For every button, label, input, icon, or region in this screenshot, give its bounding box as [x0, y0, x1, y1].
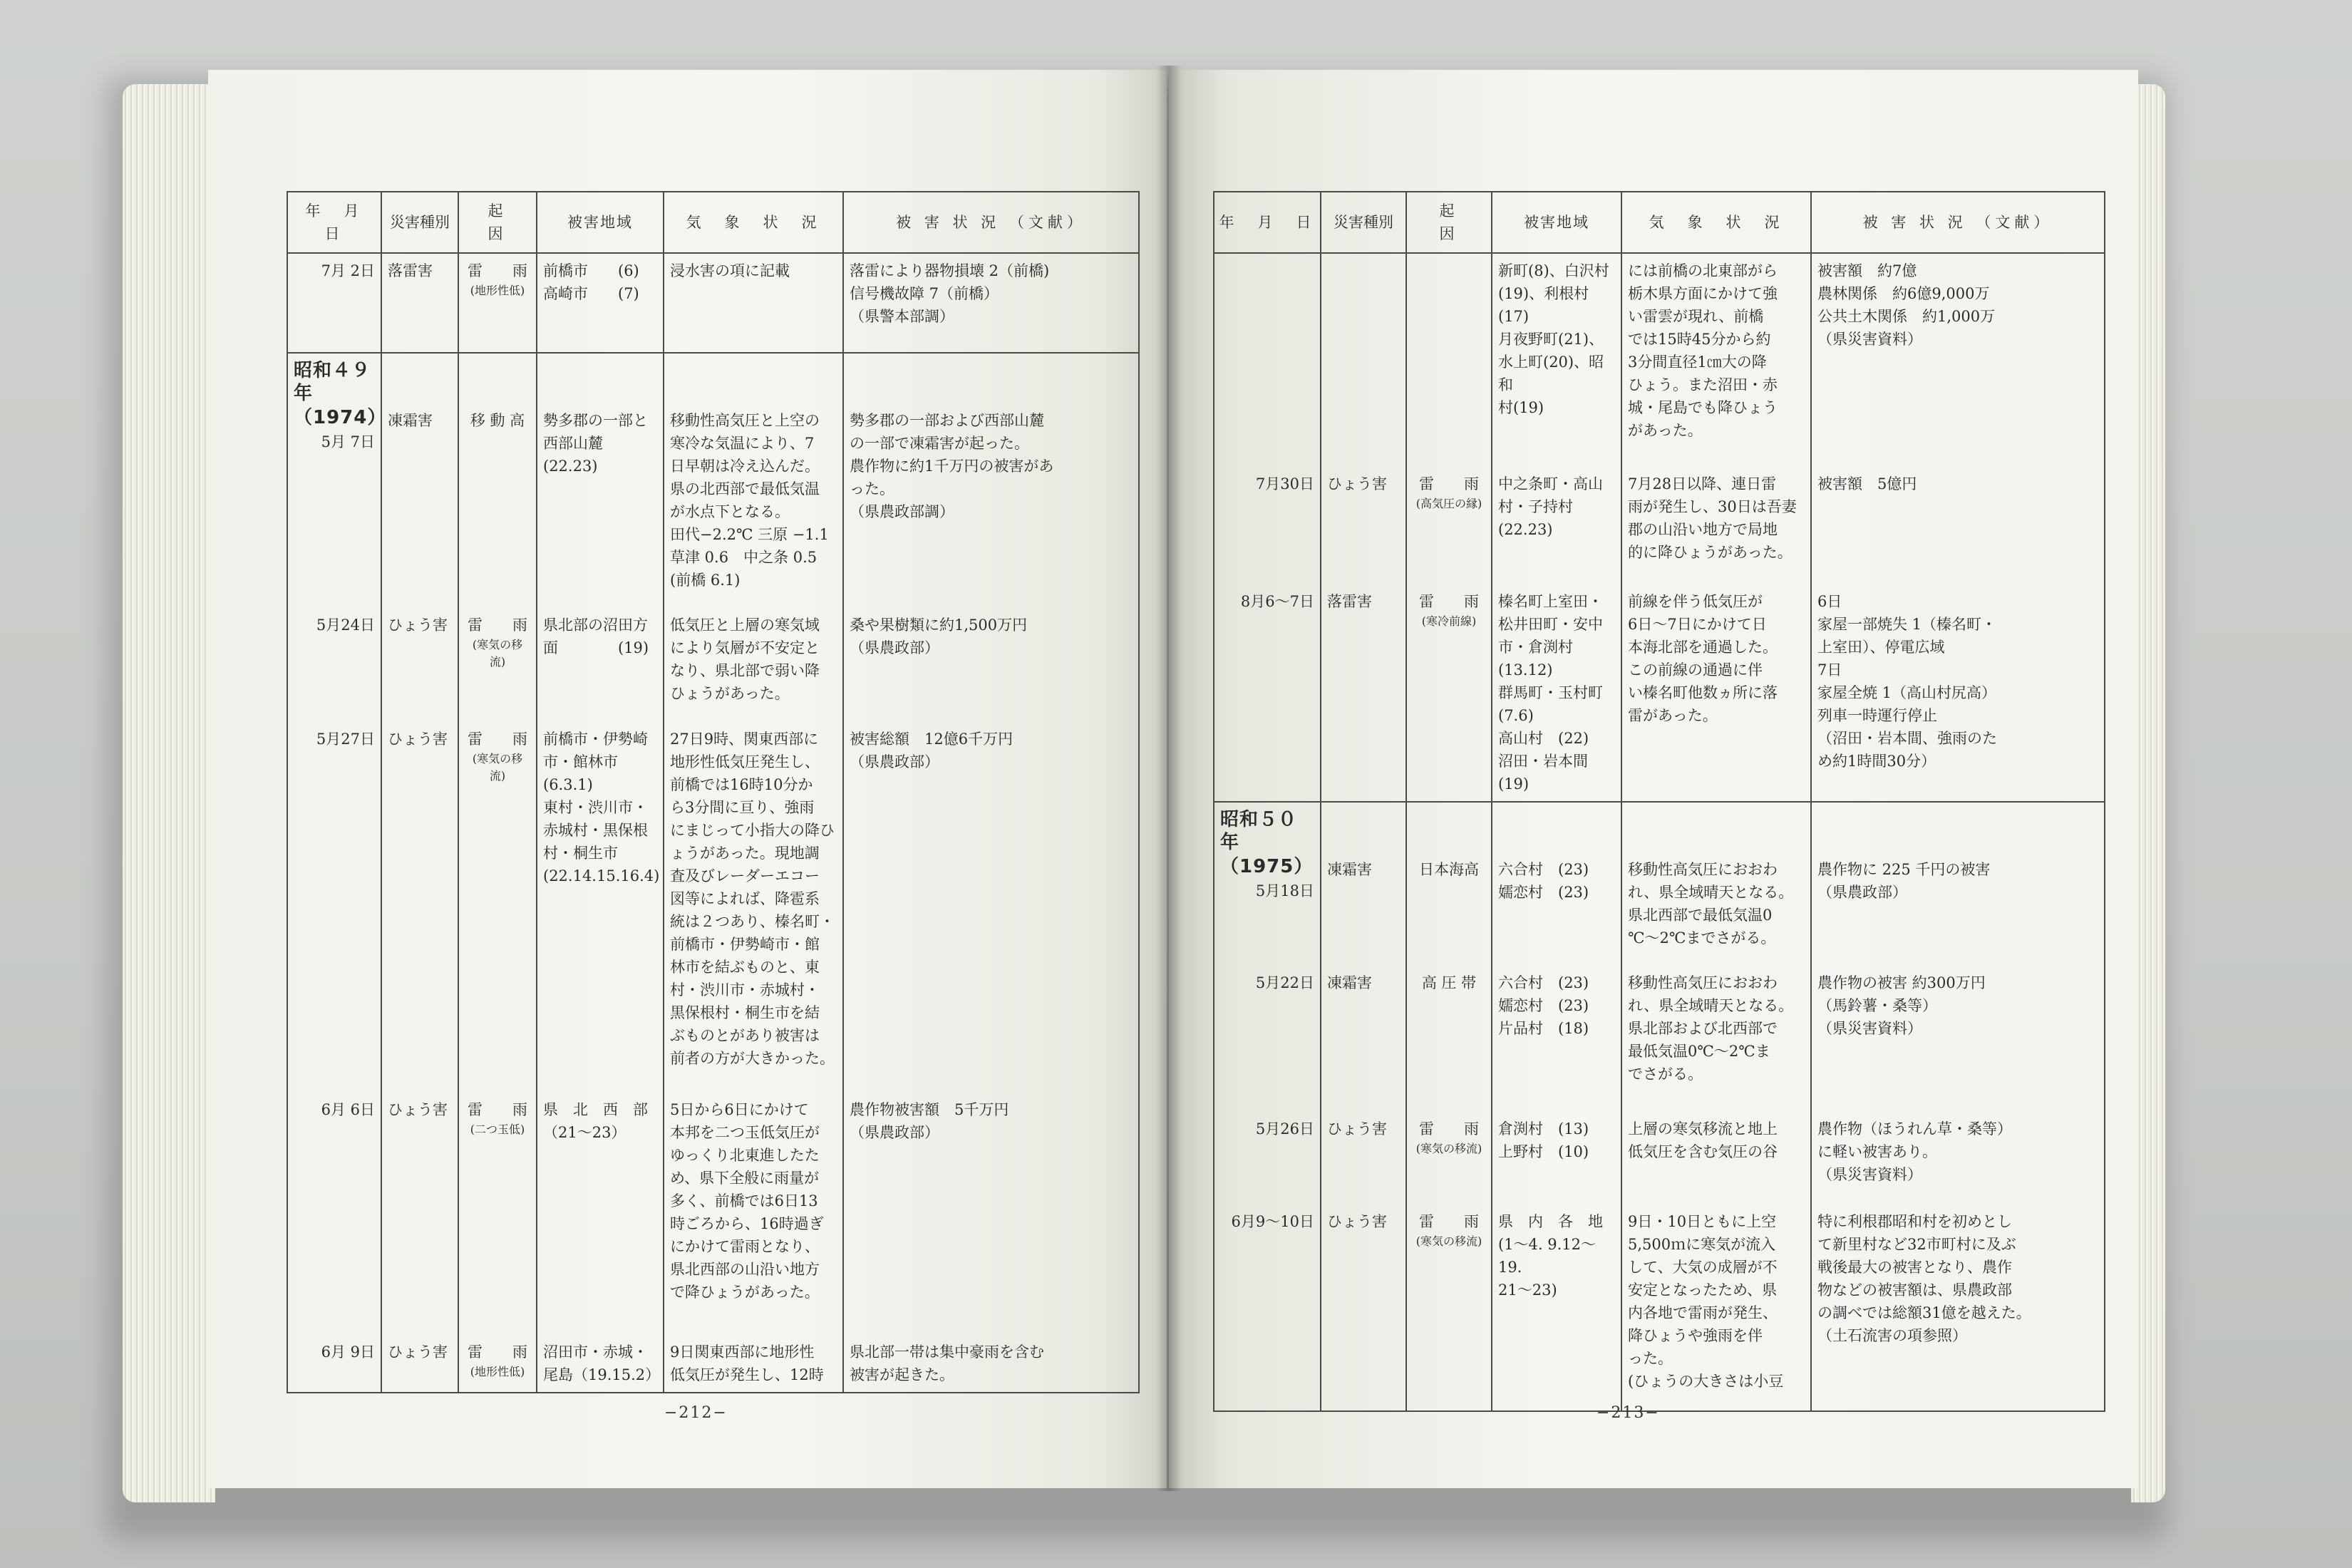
row-damage: 被害額 5億円	[1811, 467, 2105, 584]
row-weather: 低気圧と上層の寒気域 により気層が不安定と なり、県北部で弱い降 ひょうがあった。	[664, 608, 843, 722]
table-row	[1214, 802, 2105, 966]
row-cause: 雷 雨	[468, 1343, 527, 1361]
row-damage: 桑や果樹類に約1,500万円 （県農政部）	[843, 608, 1139, 722]
table-row	[1214, 467, 2105, 584]
row-area: 中之条町・高山 村・子持村 (22.23)	[1492, 467, 1621, 584]
row-cause-sub: (寒気の移流)	[1415, 1234, 1482, 1248]
header-cause: 起 因	[458, 192, 537, 253]
row-damage: 落雷により器物損壊 2（前橋) 信号機故障 7（前橋） （県警本部調）	[843, 253, 1139, 353]
row-type: ひょう害	[1321, 467, 1406, 584]
row-type: 落雷害	[381, 253, 458, 353]
year-label: 昭和５０年	[1220, 809, 1298, 853]
row-weather: 浸水害の項に記載	[664, 253, 843, 353]
row-date: 5月26日	[1255, 1120, 1314, 1138]
row-cause: 雷 雨	[1419, 593, 1479, 610]
row-damage: 被害総額 12億6千万円 （県農政部）	[843, 722, 1139, 1093]
header-weather: 気 象 状 況	[664, 192, 843, 253]
year-ad-label: （1974）	[294, 407, 387, 428]
row-damage: 6日 家屋一部焼失 1（榛名町・ 上室田）、停電広域 7日 家屋全焼 1（高山村尻高） 列車一時運行停止 （沼田・岩本間、強雨のた め約1時間30分）	[1811, 584, 2105, 802]
header-damage: 被 害 状 況 （文献）	[1811, 192, 2105, 253]
row-date: 5月18日	[1255, 882, 1314, 899]
row-cause: 雷 雨	[468, 1101, 527, 1118]
row-weather: 9日・10日ともに上空 5,500ｍに寒気が流入 して、大気の成層が不 安定となったため、県 内各地で雷雨が発生、 降ひょうや強雨を伴 った。 (ひょうの大きさは小豆	[1621, 1205, 1811, 1411]
table-row	[287, 253, 1139, 353]
header-area: 被害地域	[1492, 192, 1621, 253]
header-type: 災害種別	[1321, 192, 1406, 253]
row-type: ひょう害	[381, 722, 458, 1093]
table-row	[287, 1093, 1139, 1335]
table-row	[1214, 966, 2105, 1112]
table-row	[287, 1335, 1139, 1393]
row-damage: 農作物の被害 約300万円 （馬鈴薯・桑等） （県災害資料）	[1811, 966, 2105, 1112]
row-cause-sub: (地形性低)	[470, 284, 525, 297]
row-area: 県北部の沼田方 面 (19)	[537, 608, 664, 722]
page-edges-left	[123, 84, 215, 1502]
row-type: ひょう害	[1321, 1205, 1406, 1411]
table-header-row	[287, 192, 1139, 253]
row-type	[1321, 253, 1406, 467]
row-area: 前橋市・伊勢崎 市・館林市 (6.3.1) 東村・渋川市・ 赤城村・黒保根 村・桐生市 (22.14.15.16.4)	[537, 722, 664, 1093]
row-cause: 雷 雨	[1419, 1120, 1479, 1138]
row-weather: 前線を伴う低気圧が 6日～7日にかけて日 本海北部を通過した。 この前線の通過に伴 い榛名町他数ヵ所に落 雷があった。	[1621, 584, 1811, 802]
row-damage: 勢多郡の一部および西部山麓 の一部で凍霜害が起った。 農作物に約1千万円の被害があ った。 （県農政部調）	[843, 353, 1139, 608]
row-cause-sub: (寒気の移流)	[472, 752, 523, 783]
row-weather: 移動性高気圧と上空の 寒冷な気温により、7 日早朝は冷え込んだ。 県の北西部で最低気温 が水点下となる。 田代−2.2℃ 三原 −1.1 草津 0.6 中之条 0.5 (前橋 6.1)	[664, 353, 843, 608]
table-header-row	[1214, 192, 2105, 253]
header-type: 災害種別	[381, 192, 458, 253]
row-weather: 9日関東西部に地形性 低気圧が発生し、12時	[664, 1335, 843, 1393]
row-weather: 移動性高気圧におおわ れ、県全域晴天となる。 県北部および北西部で 最低気温0℃～2℃ま でさがる。	[1621, 966, 1811, 1112]
header-cause: 起 因	[1406, 192, 1492, 253]
row-type: 凍霜害	[1321, 966, 1406, 1112]
row-date: 7月 2日	[321, 262, 375, 279]
row-area: 県 内 各 地 (1～4. 9.12～19. 21～23)	[1492, 1205, 1621, 1411]
row-damage: 県北部一帯は集中豪雨を含む 被害が起きた。	[843, 1335, 1139, 1393]
table-row	[1214, 1112, 2105, 1205]
page-number: −212−	[664, 1404, 728, 1422]
row-date: 6月 6日	[321, 1101, 375, 1118]
row-weather: 移動性高気圧におおわ れ、県全域晴天となる。 県北西部で最低気温0 ℃～2℃までさがる。	[1621, 802, 1811, 966]
left-page	[208, 70, 1167, 1488]
row-date: 5月 7日	[321, 433, 375, 450]
row-type: ひょう害	[1321, 1112, 1406, 1205]
row-date: 5月22日	[1255, 974, 1314, 991]
row-area: 六合村 (23) 嬬恋村 (23)	[1492, 802, 1621, 966]
year-ad-label: （1975）	[1220, 856, 1314, 877]
row-type: ひょう害	[381, 1093, 458, 1335]
row-cause-sub: (二つ玉低)	[470, 1123, 525, 1136]
row-date: 7月30日	[1255, 475, 1314, 492]
row-area: 前橋市 (6) 高崎市 (7)	[537, 253, 664, 353]
row-cause-sub: (寒気の移流)	[472, 638, 523, 669]
header-date: 年 月 日	[1214, 192, 1321, 253]
row-area: 榛名町上室田・ 松井田町・安中 市・倉渕村 (13.12) 群馬町・玉村町 (7.6) 高山村 (22) 沼田・岩本間(19)	[1492, 584, 1621, 802]
row-damage: 被害額 約7億 農林関係 約6億9,000万 公共土木関係 約1,000万 （県災害資料）	[1811, 253, 2105, 467]
table-row	[287, 722, 1139, 1093]
row-cause: 雷 雨	[468, 731, 527, 748]
row-weather: 27日9時、関東西部に 地形性低気圧発生し、 前橋では16時10分か ら3分間に亘り、強雨 にまじって小指大の降ひ ょうがあった。現地調 査及びレーダーエコー 図等によれば、降雹系 統は２つあり、榛名町・ 前橋市・伊勢崎市・館 林市を結ぶものと、東 村・渋川市・赤城村・ 黒保根村・桐生市を結 ぶものとがあり被害は 前者の方が大きかった。	[664, 722, 843, 1093]
right-page	[1169, 70, 2138, 1488]
row-damage: 農作物に 225 千円の被害 （県農政部）	[1811, 802, 2105, 966]
book-gutter	[1156, 66, 1182, 1491]
page-number: −213−	[1597, 1404, 1660, 1422]
row-cause-sub: (寒気の移流)	[1415, 1142, 1482, 1155]
row-weather: 7月28日以降、連日雷 雨が発生し、30日は吾妻 郡の山沿い地方で局地 的に降ひょうがあった。	[1621, 467, 1811, 584]
header-area: 被害地域	[537, 192, 664, 253]
row-weather: 5日から6日にかけて 本邦を二つ玉低気圧が ゆっくり北東進したた め、県下全般に雨量が 多く、前橋では6日13 時ごろから、16時過ぎ にかけて雷雨となり、 県北西部の山沿い地方 で降ひょうがあった。	[664, 1093, 843, 1335]
row-damage: 農作物被害額 5千万円 （県農政部）	[843, 1093, 1139, 1335]
row-area: 沼田市・赤城・ 尾島（19.15.2）	[537, 1335, 664, 1393]
row-date: 6月 9日	[321, 1343, 375, 1361]
row-date: 8月6～7日	[1240, 593, 1314, 610]
row-type: 凍霜害	[1321, 802, 1406, 966]
year-label: 昭和４９年	[294, 360, 371, 404]
row-cause-sub: (地形性低)	[470, 1365, 525, 1378]
row-date: 6月9～10日	[1231, 1213, 1314, 1230]
row-date: 5月24日	[316, 617, 375, 634]
header-weather: 気 象 状 況	[1621, 192, 1811, 253]
row-cause: 雷 雨	[468, 262, 527, 279]
row-area: 県 北 西 部 （21～23）	[537, 1093, 664, 1335]
row-type: ひょう害	[381, 1335, 458, 1393]
row-type: 凍霜害	[381, 353, 458, 608]
row-cause: 日本海高	[1419, 861, 1479, 878]
row-cause-sub: (寒冷前線)	[1421, 614, 1477, 628]
row-area: 六合村 (23) 嬬恋村 (23) 片品村 (18)	[1492, 966, 1621, 1112]
table-row	[1214, 1205, 2105, 1411]
row-type: ひょう害	[381, 608, 458, 722]
row-cause: 雷 雨	[1419, 1213, 1479, 1230]
disaster-table-left	[287, 191, 1140, 1393]
row-weather: 上層の寒気移流と地上 低気圧を含む気圧の谷	[1621, 1112, 1811, 1205]
row-cause: 雷 雨	[1419, 475, 1479, 492]
row-area: 勢多郡の一部と 西部山麓 (22.23)	[537, 353, 664, 608]
row-damage: 特に利根郡昭和村を初めとし て新里村など32市町村に及ぶ 戦後最大の被害となり、農作 物などの被害額は、県農政部 の調べでは総額31億を越えた。 （土石流害の項参照）	[1811, 1205, 2105, 1411]
row-area: 新町(8)、白沢村 (19)、利根村(17) 月夜野町(21)、 水上町(20)、昭和 村(19)	[1492, 253, 1621, 467]
disaster-table-right	[1213, 191, 2105, 1412]
row-cause: 雷 雨	[468, 617, 527, 634]
row-weather: には前橋の北東部がら 栃木県方面にかけて強 い雷雲が現れ、前橋 では15時45分から約 3分間直径1㎝大の降 ひょう。また沼田・赤 城・尾島でも降ひょう があった。	[1621, 253, 1811, 467]
table-row	[287, 608, 1139, 722]
table-row	[1214, 584, 2105, 802]
table-row	[287, 353, 1139, 608]
row-type: 落雷害	[1321, 584, 1406, 802]
row-date: 5月27日	[316, 731, 375, 748]
table-row	[1214, 253, 2105, 467]
row-cause: 移 動 高	[470, 412, 525, 429]
row-damage: 農作物（ほうれん草・桑等） に軽い被害あり。 （県災害資料）	[1811, 1112, 2105, 1205]
row-cause: 高 圧 帯	[1421, 974, 1477, 991]
header-damage: 被 害 状 況 （文献）	[843, 192, 1139, 253]
header-date: 年 月 日	[287, 192, 381, 253]
row-area: 倉渕村 (13) 上野村 (10)	[1492, 1112, 1621, 1205]
row-cause-sub: (高気圧の縁)	[1415, 497, 1482, 510]
